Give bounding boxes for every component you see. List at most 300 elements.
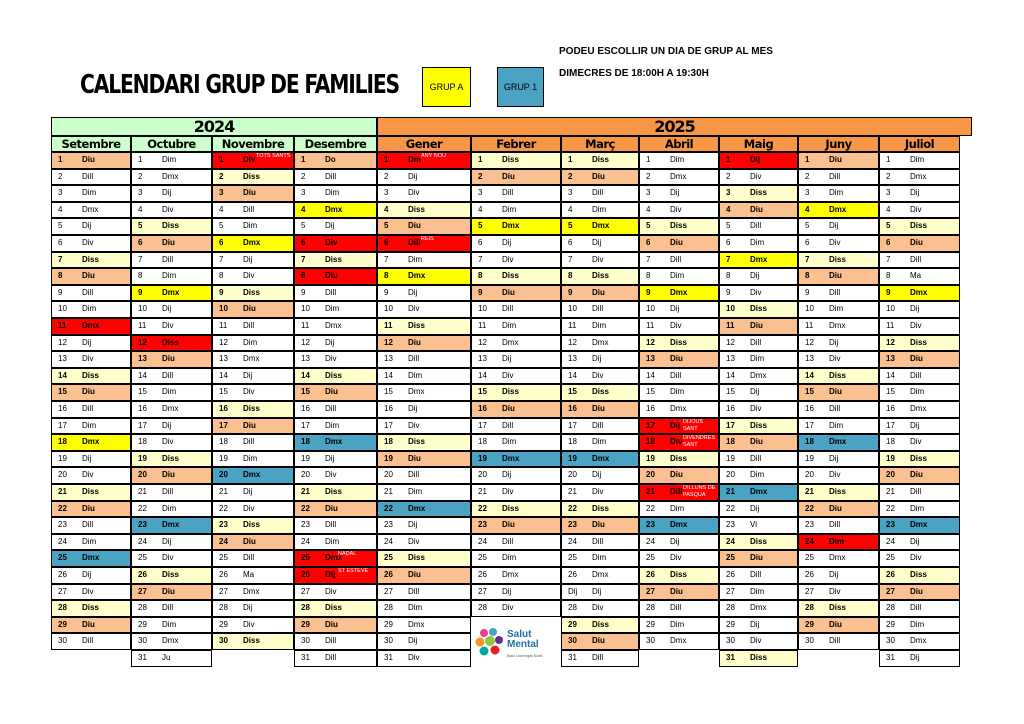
day-cell: [719, 633, 798, 650]
day-name: Dij: [408, 636, 418, 646]
day-name: Dij: [82, 337, 92, 347]
day-number: 18: [384, 437, 393, 447]
day-name: Div: [408, 188, 420, 198]
day-name: Dim: [910, 619, 925, 629]
day-cell: [294, 534, 377, 551]
day-name: Div: [502, 487, 514, 496]
day-cell: [719, 600, 798, 617]
day-number: 6: [805, 238, 810, 247]
day-number: 4: [58, 204, 63, 214]
day-cell: [377, 152, 471, 169]
day-cell: [639, 617, 719, 634]
day-cell: [561, 301, 639, 318]
day-name: Div: [325, 470, 337, 480]
day-name: Dim: [829, 420, 844, 430]
day-number: 12: [568, 337, 577, 347]
day-number: 26: [301, 570, 310, 579]
day-number: 5: [138, 221, 143, 231]
day-cell: [471, 268, 561, 285]
day-cell: [798, 285, 879, 302]
day-cell: [561, 567, 639, 584]
day-name: Dmx: [592, 453, 610, 463]
day-name: Diu: [162, 238, 175, 247]
day-name: Diu: [670, 586, 683, 596]
day-cell: [212, 202, 294, 219]
day-name: Dmx: [162, 636, 179, 646]
day-number: 14: [726, 370, 735, 380]
day-name: Dill: [592, 653, 604, 662]
day-cell: [561, 418, 639, 435]
day-cell: [639, 418, 719, 435]
day-name: Div: [243, 619, 255, 629]
day-number: 4: [384, 204, 389, 214]
day-number: 14: [568, 370, 577, 380]
day-name: Dij: [750, 271, 760, 281]
day-cell: [294, 368, 377, 385]
day-number: 1: [886, 155, 891, 164]
day-cell: [294, 235, 377, 252]
day-name: Diss: [408, 204, 425, 214]
day-name: Dill: [910, 603, 922, 613]
day-name: Dim: [910, 387, 925, 397]
day-name: Diss: [162, 337, 179, 347]
day-cell: [377, 600, 471, 617]
day-name: Dim: [243, 337, 258, 347]
day-number: 29: [58, 619, 67, 629]
day-cell: [719, 368, 798, 385]
day-name: Div: [325, 238, 338, 247]
day-name: Dill: [162, 370, 174, 380]
day-number: 22: [568, 503, 577, 513]
day-number: 17: [58, 420, 67, 430]
day-name: Dmx: [592, 570, 609, 579]
day-number: 16: [646, 404, 655, 413]
day-name: Div: [82, 354, 94, 364]
day-cell: [131, 567, 212, 584]
day-number: 24: [138, 536, 147, 546]
day-number: 10: [886, 304, 895, 314]
day-name: Diu: [910, 470, 923, 480]
day-number: 30: [805, 636, 814, 646]
day-cell: [212, 169, 294, 186]
day-name: Dmx: [910, 636, 927, 646]
day-name: Dill: [829, 520, 841, 530]
day-name: Dmx: [670, 636, 687, 646]
day-cell: [798, 600, 879, 617]
day-name: Dill: [325, 287, 337, 297]
day-number: 9: [646, 287, 651, 297]
day-cell: [377, 202, 471, 219]
day-number: 20: [886, 470, 895, 480]
day-cell: [377, 169, 471, 186]
day-number: 6: [886, 238, 891, 247]
day-number: 5: [646, 221, 651, 231]
day-number: 8: [384, 271, 389, 281]
day-number: 6: [646, 238, 651, 247]
day-name: Div: [592, 370, 604, 380]
day-cell: [561, 351, 639, 368]
day-name: Dim: [670, 619, 685, 629]
day-name: Dim: [670, 503, 685, 513]
day-cell: [719, 285, 798, 302]
day-number: 20: [646, 470, 655, 480]
day-cell: [719, 467, 798, 484]
day-name: Dill: [243, 437, 255, 447]
day-number: 6: [726, 238, 731, 247]
day-name: Div: [243, 503, 255, 513]
day-cell: [212, 185, 294, 202]
day-cell: [377, 384, 471, 401]
day-number: 12: [384, 337, 393, 347]
holiday-label: DIVENDRES SANT: [683, 435, 716, 449]
day-cell: [212, 318, 294, 335]
day-cell: [879, 368, 960, 385]
day-cell: [51, 617, 131, 634]
day-cell: [879, 318, 960, 335]
grup-1-legend: GRUP 1: [497, 67, 544, 107]
day-cell: [879, 550, 960, 567]
day-cell: [471, 418, 561, 435]
day-cell: [131, 202, 212, 219]
day-number: 24: [886, 536, 895, 546]
day-number: 22: [478, 503, 487, 513]
day-name: Diu: [910, 354, 923, 364]
day-cell: [294, 318, 377, 335]
day-cell: [798, 550, 879, 567]
day-name: Dmx: [162, 287, 180, 297]
day-number: 12: [138, 337, 147, 347]
day-cell: [561, 550, 639, 567]
day-name: Div: [592, 487, 604, 496]
day-cell: [131, 451, 212, 468]
day-name: Div: [162, 553, 174, 563]
day-number: 9: [384, 287, 389, 297]
day-number: 7: [301, 254, 306, 264]
day-name: Dmx: [502, 453, 520, 463]
day-cell: [212, 252, 294, 269]
day-name: Diss: [243, 171, 260, 181]
day-name: Diss: [670, 570, 687, 579]
day-name: Dill: [670, 370, 682, 380]
day-cell: [377, 401, 471, 418]
day-cell: [798, 617, 879, 634]
day-number: 19: [58, 453, 67, 463]
day-cell: [639, 633, 719, 650]
day-cell: [212, 600, 294, 617]
day-number: 16: [886, 404, 895, 413]
day-cell: [639, 534, 719, 551]
day-cell: [719, 517, 798, 534]
day-number: 4: [301, 204, 306, 214]
day-name: Dill: [408, 586, 420, 596]
day-cell: [51, 169, 131, 186]
day-name: Div: [592, 603, 604, 613]
day-cell: [212, 567, 294, 584]
day-number: 10: [301, 304, 310, 314]
day-cell: [879, 401, 960, 418]
day-name: Dmx: [408, 387, 425, 397]
day-number: 21: [726, 487, 735, 496]
day-cell: [294, 650, 377, 667]
day-name: Diss: [750, 304, 767, 314]
day-cell: [294, 567, 377, 584]
day-name: Dill: [82, 404, 94, 413]
day-cell: [561, 235, 639, 252]
day-name: Dill: [670, 487, 683, 496]
day-number: 30: [646, 636, 655, 646]
day-number: 31: [301, 653, 310, 662]
day-name: Dmx: [243, 470, 261, 480]
day-number: 1: [646, 155, 651, 164]
day-cell: [719, 550, 798, 567]
day-name: Div: [243, 155, 256, 164]
day-cell: [212, 517, 294, 534]
day-cell: [51, 401, 131, 418]
day-name: Div: [910, 553, 922, 563]
day-cell: [471, 301, 561, 318]
day-number: 15: [646, 387, 655, 397]
day-number: 25: [568, 553, 577, 563]
day-number: 15: [568, 387, 577, 397]
day-cell: [561, 185, 639, 202]
day-number: 18: [58, 437, 67, 447]
day-cell: [639, 434, 719, 451]
day-cell: [377, 517, 471, 534]
day-name: Dij: [829, 337, 839, 347]
day-cell: [294, 301, 377, 318]
day-number: 26: [219, 570, 228, 579]
day-name: Dim: [502, 437, 517, 447]
day-name: Diss: [910, 221, 927, 231]
day-name: Dij: [502, 470, 512, 480]
day-name: Diu: [162, 354, 175, 364]
day-number: 3: [805, 188, 810, 198]
day-cell: [719, 567, 798, 584]
day-cell: [471, 584, 561, 601]
day-number: 4: [478, 204, 483, 214]
day-number: 2: [646, 171, 651, 181]
day-name: Dij: [408, 404, 418, 413]
day-cell: [719, 418, 798, 435]
day-name: Diu: [829, 387, 842, 397]
day-number: 27: [646, 586, 655, 596]
day-cell: [879, 418, 960, 435]
day-number: 10: [726, 304, 735, 314]
day-cell: [131, 650, 212, 667]
day-name: Diu: [592, 171, 605, 181]
day-number: 25: [886, 553, 895, 563]
day-number: 8: [646, 271, 651, 281]
day-number: 2: [219, 171, 224, 181]
day-name: Dij: [829, 570, 839, 579]
day-number: 25: [384, 553, 393, 563]
day-cell: [719, 501, 798, 518]
day-number: 23: [886, 520, 895, 530]
day-name: Dim: [750, 238, 765, 247]
day-name: Dim: [408, 370, 423, 380]
day-cell: [561, 252, 639, 269]
day-cell: [561, 169, 639, 186]
day-name: Dill: [82, 520, 94, 530]
day-number: 3: [384, 188, 389, 198]
day-name: Diu: [408, 570, 421, 579]
day-name: Dmx: [750, 370, 767, 380]
day-cell: [798, 517, 879, 534]
day-name: Diu: [502, 520, 515, 530]
day-cell: [561, 484, 639, 501]
day-name: Dill: [502, 188, 514, 198]
day-number: 5: [805, 221, 810, 231]
day-name: Diss: [670, 453, 687, 463]
day-number: 18: [805, 437, 814, 447]
day-number: 6: [568, 238, 573, 247]
day-cell: [377, 285, 471, 302]
day-name: Diss: [750, 420, 767, 430]
day-name: Diu: [829, 503, 842, 513]
day-number: 24: [301, 536, 310, 546]
day-cell: [212, 467, 294, 484]
day-cell: [212, 335, 294, 352]
day-number: 30: [568, 636, 577, 646]
day-cell: [471, 484, 561, 501]
day-number: 15: [384, 387, 393, 397]
day-cell: [51, 451, 131, 468]
day-cell: [879, 218, 960, 235]
day-cell: [377, 584, 471, 601]
day-cell: [471, 335, 561, 352]
day-number: 15: [478, 387, 487, 397]
day-number: Dij: [568, 586, 578, 596]
month-header: Gener: [377, 136, 471, 152]
day-name: Div: [408, 304, 420, 314]
day-cell: [561, 467, 639, 484]
day-cell: [51, 534, 131, 551]
day-cell: [51, 484, 131, 501]
day-name: Div: [325, 354, 337, 364]
day-number: 24: [478, 536, 487, 546]
day-name: Div: [750, 287, 762, 297]
day-cell: [51, 152, 131, 169]
day-cell: [719, 434, 798, 451]
day-cell: [131, 484, 212, 501]
day-cell: [879, 584, 960, 601]
day-name: Diss: [408, 437, 425, 447]
day-number: 13: [58, 354, 67, 364]
day-name: Dmx: [502, 570, 519, 579]
day-name: Diu: [670, 238, 683, 247]
day-number: 13: [568, 354, 577, 364]
day-name: Dmx: [162, 520, 180, 530]
logo-subtitle: Baix Llobregat Nord: [507, 653, 543, 658]
day-name: Div: [325, 586, 337, 596]
day-cell: [639, 600, 719, 617]
day-name: Diss: [502, 271, 519, 281]
day-number: 26: [138, 570, 147, 579]
day-number: 13: [478, 354, 487, 364]
day-cell: [471, 318, 561, 335]
day-name: Dij: [243, 370, 253, 380]
day-number: 5: [384, 221, 389, 231]
day-cell: [212, 401, 294, 418]
day-cell: [798, 252, 879, 269]
day-cell: [719, 584, 798, 601]
day-number: 9: [568, 287, 573, 297]
day-number: 10: [568, 304, 577, 314]
day-number: 28: [301, 603, 310, 613]
day-cell: [377, 434, 471, 451]
day-cell: [798, 633, 879, 650]
day-number: 7: [58, 254, 63, 264]
day-name: Dij: [325, 453, 335, 463]
day-name: Div: [910, 204, 922, 214]
day-name: Dmx: [910, 287, 928, 297]
day-number: 7: [646, 254, 651, 264]
day-number: 20: [568, 470, 577, 480]
day-number: 28: [726, 603, 735, 613]
day-number: 6: [58, 238, 63, 247]
day-number: 31: [384, 653, 393, 662]
day-name: Dim: [750, 470, 765, 480]
day-cell: [212, 584, 294, 601]
day-number: 16: [58, 404, 67, 413]
day-cell: [471, 202, 561, 219]
day-name: Div: [243, 387, 255, 397]
day-number: 12: [646, 337, 655, 347]
day-name: Dim: [408, 487, 423, 496]
day-name: Dill: [162, 254, 174, 264]
day-name: Dmx: [162, 171, 179, 181]
day-number: 25: [646, 553, 655, 563]
day-number: 13: [219, 354, 228, 364]
day-cell: [719, 235, 798, 252]
day-cell: [639, 185, 719, 202]
day-number: 1: [726, 155, 731, 164]
day-cell: [471, 517, 561, 534]
day-name: Diss: [670, 221, 687, 231]
day-name: Dij: [829, 221, 839, 231]
day-name: Dmx: [502, 221, 520, 231]
day-cell: [471, 451, 561, 468]
day-name: Dim: [750, 354, 765, 364]
day-number: 20: [805, 470, 814, 480]
day-name: Dim: [910, 155, 925, 164]
day-cell: [879, 467, 960, 484]
day-cell: [51, 550, 131, 567]
day-name: Diu: [592, 520, 605, 530]
day-name: Dim: [162, 155, 177, 164]
day-cell: [639, 368, 719, 385]
day-name: Dij: [670, 188, 680, 198]
month-header: Abril: [639, 136, 719, 152]
day-name: Diu: [243, 188, 256, 198]
day-name: Dim: [325, 188, 340, 198]
day-number: 20: [219, 470, 228, 480]
day-number: 29: [568, 619, 577, 629]
day-name: Ma: [910, 271, 922, 281]
day-name: Dij: [325, 221, 335, 231]
day-cell: [131, 534, 212, 551]
day-number: 28: [478, 603, 487, 613]
day-cell: [131, 235, 212, 252]
day-name: Dmx: [829, 321, 846, 330]
day-number: 15: [301, 387, 310, 397]
day-name: Diss: [162, 453, 179, 463]
day-number: 30: [886, 636, 895, 646]
day-name: Dill: [243, 204, 255, 214]
day-name: Diu: [829, 271, 842, 281]
day-name: Diu: [670, 354, 683, 364]
day-name: Dij: [243, 254, 253, 264]
